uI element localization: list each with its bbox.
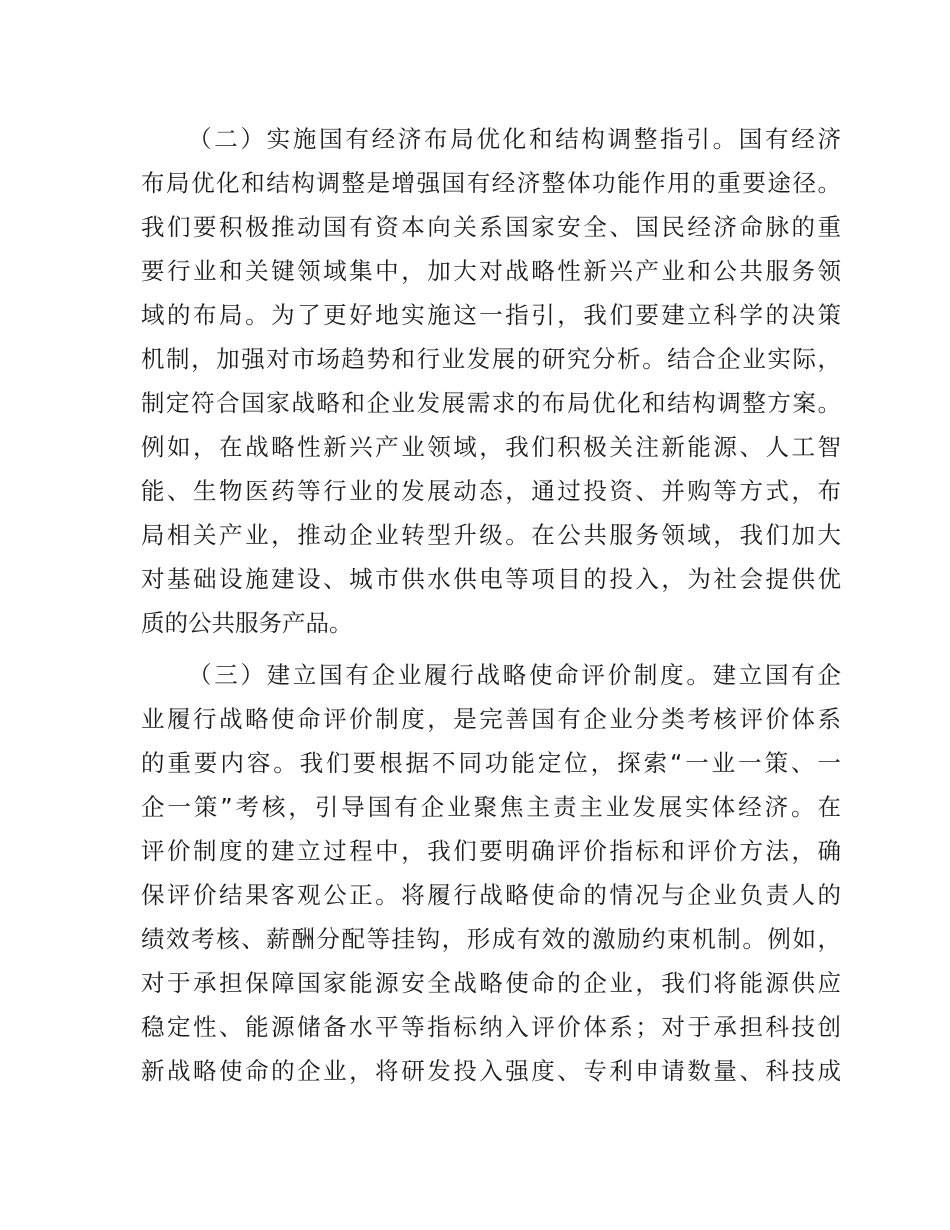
text-line: 对基础设施建设、城市供水供电等项目的投入，为社会提供优 bbox=[141, 565, 841, 593]
text-line-last: 质的公共服务产品。 bbox=[141, 609, 353, 637]
paragraph-mission-evaluation bbox=[141, 653, 841, 1093]
text-line: 要行业和关键领域集中，加大对战略性新兴产业和公共服务领 bbox=[141, 257, 841, 285]
text-line: 保评价结果客观公正。将履行战略使命的情况与企业负责人的 bbox=[141, 881, 841, 909]
text-line: 业履行战略使命评价制度，是完善国有企业分类考核评价体系 bbox=[141, 705, 841, 733]
text-line: （三）建立国有企业履行战略使命评价制度。建立国有企 bbox=[188, 661, 841, 689]
paragraph-layout-adjustment bbox=[141, 117, 841, 645]
text-line: 域的布局。为了更好地实施这一指引，我们要建立科学的决策 bbox=[141, 301, 841, 329]
paragraph-spacer bbox=[141, 645, 841, 653]
text-line: 我们要积极推动国有资本向关系国家安全、国民经济命脉的重 bbox=[141, 213, 841, 241]
text-line: 布局优化和结构调整是增强国有经济整体功能作用的重要途径。 bbox=[141, 169, 841, 197]
text-line: 局相关产业，推动企业转型升级。在公共服务领域，我们加大 bbox=[141, 521, 841, 549]
text-line: 机制，加强对市场趋势和行业发展的研究分析。结合企业实际， bbox=[141, 345, 841, 373]
document-body bbox=[141, 117, 841, 1093]
text-line: 稳定性、能源储备水平等指标纳入评价体系；对于承担科技创 bbox=[141, 1013, 841, 1041]
text-line: 例如，在战略性新兴产业领域，我们积极关注新能源、人工智 bbox=[141, 433, 841, 461]
text-line: 绩效考核、薪酬分配等挂钩，形成有效的激励约束机制。例如， bbox=[141, 925, 841, 953]
text-line: 的重要内容。我们要根据不同功能定位，探索“一业一策、一 bbox=[141, 749, 841, 777]
text-line: 评价制度的建立过程中，我们要明确评价指标和评价方法，确 bbox=[141, 837, 841, 865]
text-line: 企一策”考核，引导国有企业聚焦主责主业发展实体经济。在 bbox=[141, 793, 841, 821]
text-line: （二）实施国有经济布局优化和结构调整指引。国有经济 bbox=[188, 125, 841, 153]
text-line: 对于承担保障国家能源安全战略使命的企业，我们将能源供应 bbox=[141, 969, 841, 997]
text-line: 能、生物医药等行业的发展动态，通过投资、并购等方式，布 bbox=[141, 477, 841, 505]
text-line: 制定符合国家战略和企业发展需求的布局优化和结构调整方案。 bbox=[141, 389, 841, 417]
text-line: 新战略使命的企业，将研发投入强度、专利申请数量、科技成 bbox=[141, 1057, 841, 1085]
